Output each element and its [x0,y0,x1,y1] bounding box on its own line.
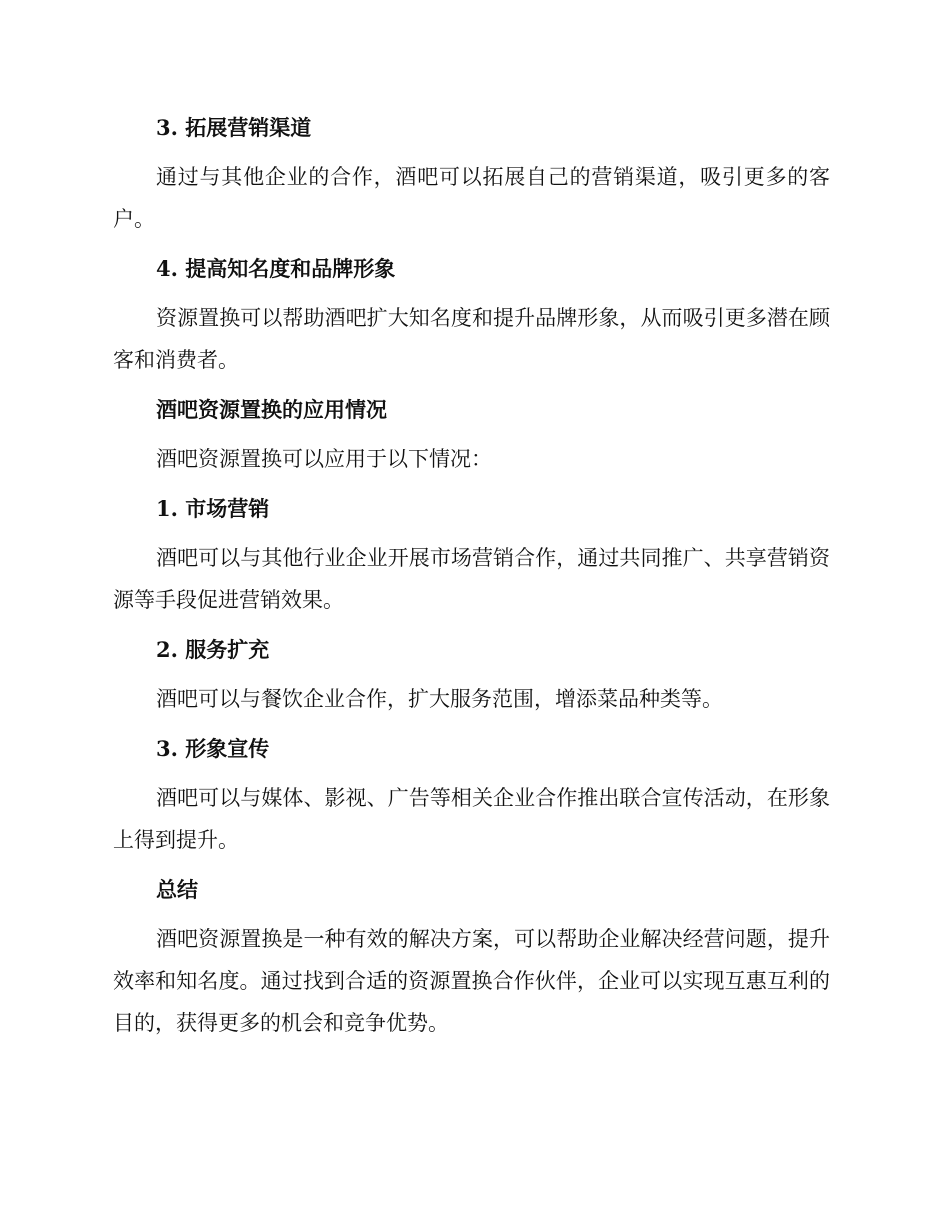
section-heading-summary: 总结 [156,877,198,902]
section-heading-applications: 酒吧资源置换的应用情况 [156,397,387,422]
paragraph-summary: 酒吧资源置换是一种有效的解决方案，可以帮助企业解决经营问题，提升效率和知名度。通过找到合适的资源置换合作伙伴，企业可以实现互惠互利的目的，获得更多的机会和竞争优势。 [113,927,830,1035]
paragraph-service-expansion: 酒吧可以与餐饮企业合作，扩大服务范围，增添菜品种类等。 [156,687,723,711]
paragraph-expand-channels: 通过与其他企业的合作，酒吧可以拓展自己的营销渠道，吸引更多的客户。 [113,165,830,231]
section-heading-brand-image: 4. 提高知名度和品牌形象 [156,256,396,281]
paragraph-image-promotion: 酒吧可以与媒体、影视、广告等相关企业合作推出联合宣传活动，在形象上得到提升。 [113,786,830,852]
section-heading-expand-channels: 3. 拓展营销渠道 [156,115,312,140]
paragraph-applications-intro: 酒吧资源置换可以应用于以下情况： [156,447,492,471]
section-heading-service-expansion: 2. 服务扩充 [156,637,270,662]
section-heading-marketing: 1. 市场营销 [156,496,270,521]
section-heading-image-promotion: 3. 形象宣传 [156,736,270,761]
paragraph-brand-image: 资源置换可以帮助酒吧扩大知名度和提升品牌形象，从而吸引更多潜在顾客和消费者。 [113,306,830,372]
paragraph-marketing: 酒吧可以与其他行业企业开展市场营销合作，通过共同推广、共享营销资源等手段促进营销效果。 [113,546,830,612]
